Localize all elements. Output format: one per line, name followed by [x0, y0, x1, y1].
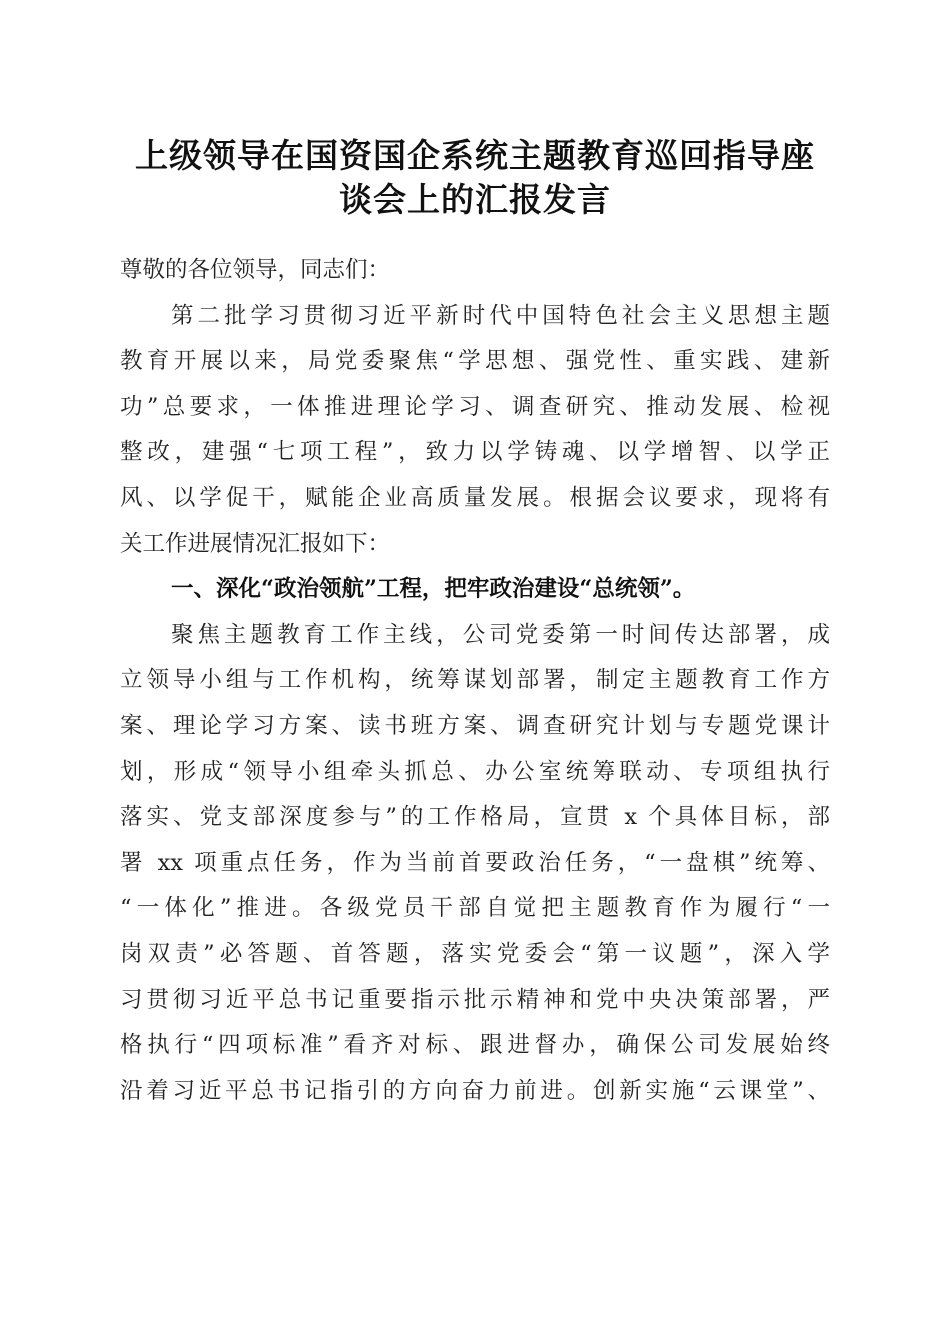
document-title — [100, 134, 850, 222]
paragraph-line: 立领导小组与工作机构，统筹谋划部署，制定主题教育工作方 — [120, 667, 830, 694]
paragraph-line: “一体化”推进。各级党员干部自觉把主题教育作为履行“一 — [120, 895, 830, 922]
paragraph-line: 关工作进展情况汇报如下： — [120, 530, 391, 557]
paragraph-line: 格执行“四项标准”看齐对标、跟进督办，确保公司发展始终 — [120, 1032, 830, 1059]
paragraph-line: 署 xx 项重点任务，作为当前首要政治任务，“一盘棋”统筹、 — [120, 849, 830, 876]
title-line-2: 谈会上的汇报发言 — [339, 180, 611, 219]
paragraph-line: 习贯彻习近平总书记重要指示批示精神和党中央决策部署，严 — [120, 986, 830, 1013]
paragraph-line: 教育开展以来，局党委聚焦“学思想、强党性、重实践、建新 — [120, 348, 830, 375]
document-body — [120, 248, 830, 1114]
paragraph-line: 落实、党支部深度参与”的工作格局，宣贯 x 个具体目标，部 — [120, 804, 830, 831]
paragraph-line: 功”总要求，一体推进理论学习、调查研究、推动发展、检视 — [120, 393, 830, 420]
paragraph-line: 案、理论学习方案、读书班方案、调查研究计划与专题党课计 — [120, 712, 830, 739]
title-line-1: 上级领导在国资国企系统主题教育巡回指导座 — [135, 136, 815, 175]
paragraph-line: 第二批学习贯彻习近平新时代中国特色社会主义思想主题 — [171, 302, 830, 329]
section-heading: 一、深化“政治领航”工程，把牢政治建设“总统领”。 — [171, 576, 696, 603]
paragraph-line: 沿着习近平总书记指引的方向奋力前进。创新实施“云课堂”、 — [120, 1077, 830, 1104]
paragraph-line: 整改，建强“七项工程”，致力以学铸魂、以学增智、以学正 — [120, 439, 830, 466]
paragraph-line: 岗双责”必答题、首答题，落实党委会“第一议题”，深入学 — [120, 940, 830, 967]
salutation: 尊敬的各位领导，同志们： — [120, 257, 391, 283]
paragraph-line: 风、以学促干，赋能企业高质量发展。根据会议要求，现将有 — [120, 484, 830, 511]
paragraph-line: 划，形成“领导小组牵头抓总、办公室统筹联动、专项组执行 — [120, 758, 830, 785]
paragraph-line: 聚焦主题教育工作主线，公司党委第一时间传达部署，成 — [171, 621, 830, 648]
